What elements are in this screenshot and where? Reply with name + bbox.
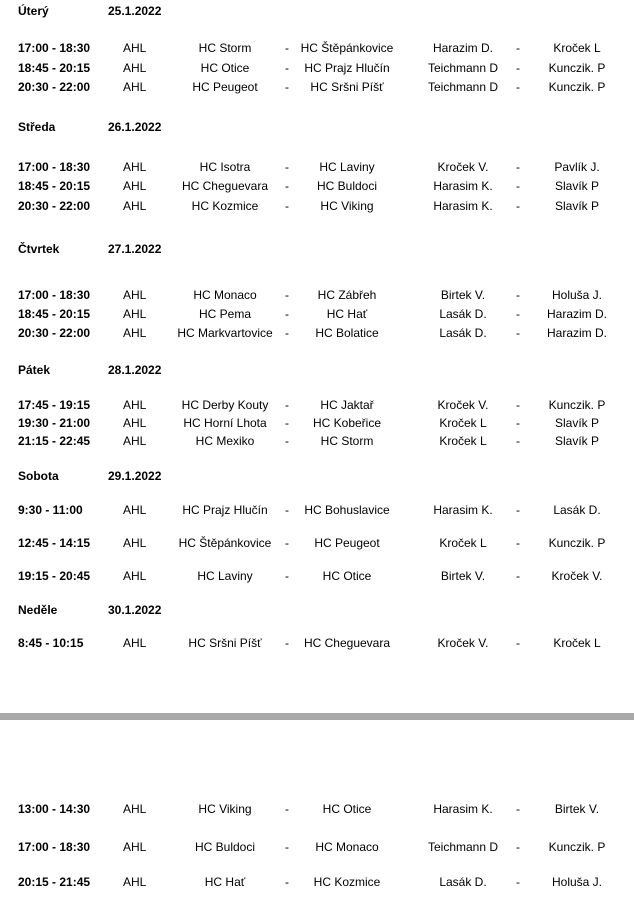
- referee-separator: -: [516, 160, 520, 174]
- game-time: 19:15 - 20:45: [18, 569, 91, 583]
- team-separator: -: [285, 802, 289, 816]
- referee-separator: -: [516, 536, 520, 550]
- team-separator: -: [285, 160, 289, 174]
- day-date: 25.1.2022: [108, 4, 162, 18]
- day-date: 30.1.2022: [108, 603, 162, 617]
- game-league: AHL: [123, 179, 147, 193]
- day-name: Pátek: [18, 363, 51, 377]
- team-separator: -: [285, 434, 289, 448]
- referee-separator: -: [516, 80, 520, 94]
- home-team: HC Pema: [198, 307, 252, 321]
- away-team: HC Hať: [326, 307, 368, 321]
- referee-2: Birtek V.: [554, 802, 600, 816]
- home-team: HC Derby Kouty: [181, 398, 269, 412]
- home-team: HC Štěpánkovice: [178, 536, 272, 550]
- game-league: AHL: [123, 569, 147, 583]
- referee-1: Teichmann D: [427, 840, 499, 854]
- referee-1: Teichmann D: [427, 80, 499, 94]
- team-separator: -: [285, 61, 289, 75]
- referee-separator: -: [516, 199, 520, 213]
- team-separator: -: [285, 307, 289, 321]
- referee-2: Harazim D.: [546, 326, 608, 340]
- referee-1: Lasák D.: [439, 307, 487, 321]
- game-time: 17:00 - 18:30: [18, 41, 91, 55]
- game-time: 18:45 - 20:15: [18, 179, 91, 193]
- home-team: HC Otice: [200, 61, 250, 75]
- away-team: HC Otice: [322, 802, 372, 816]
- referee-1: Kroček L: [439, 434, 487, 448]
- game-league: AHL: [123, 160, 147, 174]
- home-team: HC Prajz Hlučín: [182, 503, 268, 517]
- referee-separator: -: [516, 875, 520, 889]
- game-time: 17:00 - 18:30: [18, 160, 91, 174]
- game-league: AHL: [123, 802, 147, 816]
- team-separator: -: [285, 875, 289, 889]
- referee-2: Kroček V.: [551, 569, 603, 583]
- home-team: HC Storm: [198, 41, 252, 55]
- home-team: HC Markvartovice: [177, 326, 273, 340]
- game-time: 20:30 - 22:00: [18, 80, 91, 94]
- referee-1: Kroček L: [439, 416, 487, 430]
- referee-1: Kroček V.: [437, 398, 489, 412]
- referee-2: Kunczik. P: [548, 398, 606, 412]
- game-league: AHL: [123, 636, 147, 650]
- game-league: AHL: [123, 61, 147, 75]
- game-time: 20:30 - 22:00: [18, 326, 91, 340]
- referee-separator: -: [516, 398, 520, 412]
- game-time: 13:00 - 14:30: [18, 802, 91, 816]
- game-league: AHL: [123, 307, 147, 321]
- team-separator: -: [285, 80, 289, 94]
- referee-separator: -: [516, 636, 520, 650]
- home-team: HC Laviny: [197, 569, 253, 583]
- day-name: Neděle: [18, 603, 58, 617]
- game-time: 9:30 - 11:00: [18, 503, 83, 517]
- referee-1: Birtek V.: [440, 288, 486, 302]
- game-league: AHL: [123, 199, 147, 213]
- section-divider: [0, 713, 634, 720]
- home-team: HC Horní Lhota: [183, 416, 267, 430]
- day-name: Středa: [18, 120, 56, 134]
- home-team: HC Isotra: [199, 160, 251, 174]
- referee-1: Harasim K.: [433, 199, 493, 213]
- away-team: HC Kobeřice: [312, 416, 382, 430]
- day-date: 28.1.2022: [108, 363, 162, 377]
- referee-separator: -: [516, 179, 520, 193]
- day-date: 27.1.2022: [108, 242, 162, 256]
- away-team: HC Kozmice: [313, 875, 381, 889]
- away-team: HC Zábřeh: [317, 288, 377, 302]
- referee-2: Lasák D.: [553, 503, 601, 517]
- home-team: HC Sršni Píšť: [188, 636, 262, 650]
- home-team: HC Peugeot: [192, 80, 258, 94]
- referee-2: Kroček L: [553, 636, 601, 650]
- game-time: 21:15 - 22:45: [18, 434, 91, 448]
- team-separator: -: [285, 569, 289, 583]
- home-team: HC Kozmice: [191, 199, 259, 213]
- referee-separator: -: [516, 41, 520, 55]
- team-separator: -: [285, 41, 289, 55]
- referee-1: Birtek V.: [440, 569, 486, 583]
- day-name: Čtvrtek: [18, 242, 60, 256]
- referee-2: Kroček L: [553, 41, 601, 55]
- team-separator: -: [285, 416, 289, 430]
- game-league: AHL: [123, 288, 147, 302]
- team-separator: -: [285, 199, 289, 213]
- referee-1: Lasák D.: [439, 875, 487, 889]
- team-separator: -: [285, 179, 289, 193]
- game-league: AHL: [123, 840, 147, 854]
- referee-separator: -: [516, 569, 520, 583]
- referee-separator: -: [516, 416, 520, 430]
- home-team: HC Mexiko: [195, 434, 255, 448]
- referee-2: Slavík P: [554, 199, 600, 213]
- game-time: 8:45 - 10:15: [18, 636, 84, 650]
- referee-1: Harasim K.: [433, 503, 493, 517]
- game-league: AHL: [123, 416, 147, 430]
- referee-2: Harazim D.: [546, 307, 608, 321]
- day-name: Sobota: [18, 469, 59, 483]
- referee-2: Holuša J.: [551, 288, 603, 302]
- away-team: HC Prajz Hlučín: [304, 61, 390, 75]
- away-team: HC Sršni Píšť: [310, 80, 384, 94]
- team-separator: -: [285, 503, 289, 517]
- day-date: 29.1.2022: [108, 469, 162, 483]
- away-team: HC Otice: [322, 569, 372, 583]
- referee-2: Slavík P: [554, 416, 600, 430]
- referee-1: Teichmann D: [427, 61, 499, 75]
- away-team: HC Laviny: [319, 160, 375, 174]
- away-team: HC Bolatice: [315, 326, 379, 340]
- referee-2: Kunczik. P: [548, 80, 606, 94]
- home-team: HC Buldoci: [194, 840, 256, 854]
- team-separator: -: [285, 288, 289, 302]
- referee-2: Kunczik. P: [548, 61, 606, 75]
- away-team: HC Peugeot: [314, 536, 380, 550]
- game-time: 12:45 - 14:15: [18, 536, 91, 550]
- game-time: 18:45 - 20:15: [18, 307, 91, 321]
- game-league: AHL: [123, 434, 147, 448]
- away-team: HC Viking: [320, 199, 374, 213]
- game-league: AHL: [123, 503, 147, 517]
- game-league: AHL: [123, 398, 147, 412]
- referee-1: Harasim K.: [433, 179, 493, 193]
- referee-1: Kroček V.: [437, 636, 489, 650]
- game-time: 17:00 - 18:30: [18, 288, 91, 302]
- day-date: 26.1.2022: [108, 120, 162, 134]
- referee-separator: -: [516, 326, 520, 340]
- referee-2: Kunczik. P: [548, 536, 606, 550]
- referee-1: Kroček L: [439, 536, 487, 550]
- referee-2: Kunczik. P: [548, 840, 606, 854]
- referee-separator: -: [516, 802, 520, 816]
- referee-separator: -: [516, 503, 520, 517]
- team-separator: -: [285, 840, 289, 854]
- game-time: 19:30 - 21:00: [18, 416, 91, 430]
- team-separator: -: [285, 326, 289, 340]
- referee-separator: -: [516, 288, 520, 302]
- referee-2: Slavík P: [554, 179, 600, 193]
- away-team: HC Cheguevara: [303, 636, 391, 650]
- referee-separator: -: [516, 434, 520, 448]
- game-league: AHL: [123, 80, 147, 94]
- game-time: 18:45 - 20:15: [18, 61, 91, 75]
- referee-1: Harasim K.: [433, 802, 493, 816]
- referee-2: Holuša J.: [551, 875, 603, 889]
- home-team: HC Viking: [198, 802, 252, 816]
- referee-separator: -: [516, 61, 520, 75]
- game-time: 17:00 - 18:30: [18, 840, 91, 854]
- game-time: 20:30 - 22:00: [18, 199, 91, 213]
- game-league: AHL: [123, 536, 147, 550]
- away-team: HC Štěpánkovice: [300, 41, 394, 55]
- team-separator: -: [285, 398, 289, 412]
- referee-1: Lasák D.: [439, 326, 487, 340]
- team-separator: -: [285, 536, 289, 550]
- away-team: HC Storm: [320, 434, 374, 448]
- referee-1: Harazim D.: [432, 41, 494, 55]
- referee-separator: -: [516, 307, 520, 321]
- game-time: 20:15 - 21:45: [18, 875, 91, 889]
- away-team: HC Jaktař: [320, 398, 374, 412]
- team-separator: -: [285, 636, 289, 650]
- game-league: AHL: [123, 875, 147, 889]
- game-league: AHL: [123, 326, 147, 340]
- referee-2: Pavlík J.: [554, 160, 600, 174]
- away-team: HC Monaco: [315, 840, 379, 854]
- referee-2: Slavík P: [554, 434, 600, 448]
- day-name: Úterý: [18, 4, 49, 18]
- game-league: AHL: [123, 41, 147, 55]
- home-team: HC Monaco: [193, 288, 257, 302]
- away-team: HC Buldoci: [316, 179, 378, 193]
- referee-separator: -: [516, 840, 520, 854]
- referee-1: Kroček V.: [437, 160, 489, 174]
- away-team: HC Bohuslavice: [304, 503, 390, 517]
- home-team: HC Hať: [204, 875, 246, 889]
- home-team: HC Cheguevara: [181, 179, 269, 193]
- game-time: 17:45 - 19:15: [18, 398, 91, 412]
